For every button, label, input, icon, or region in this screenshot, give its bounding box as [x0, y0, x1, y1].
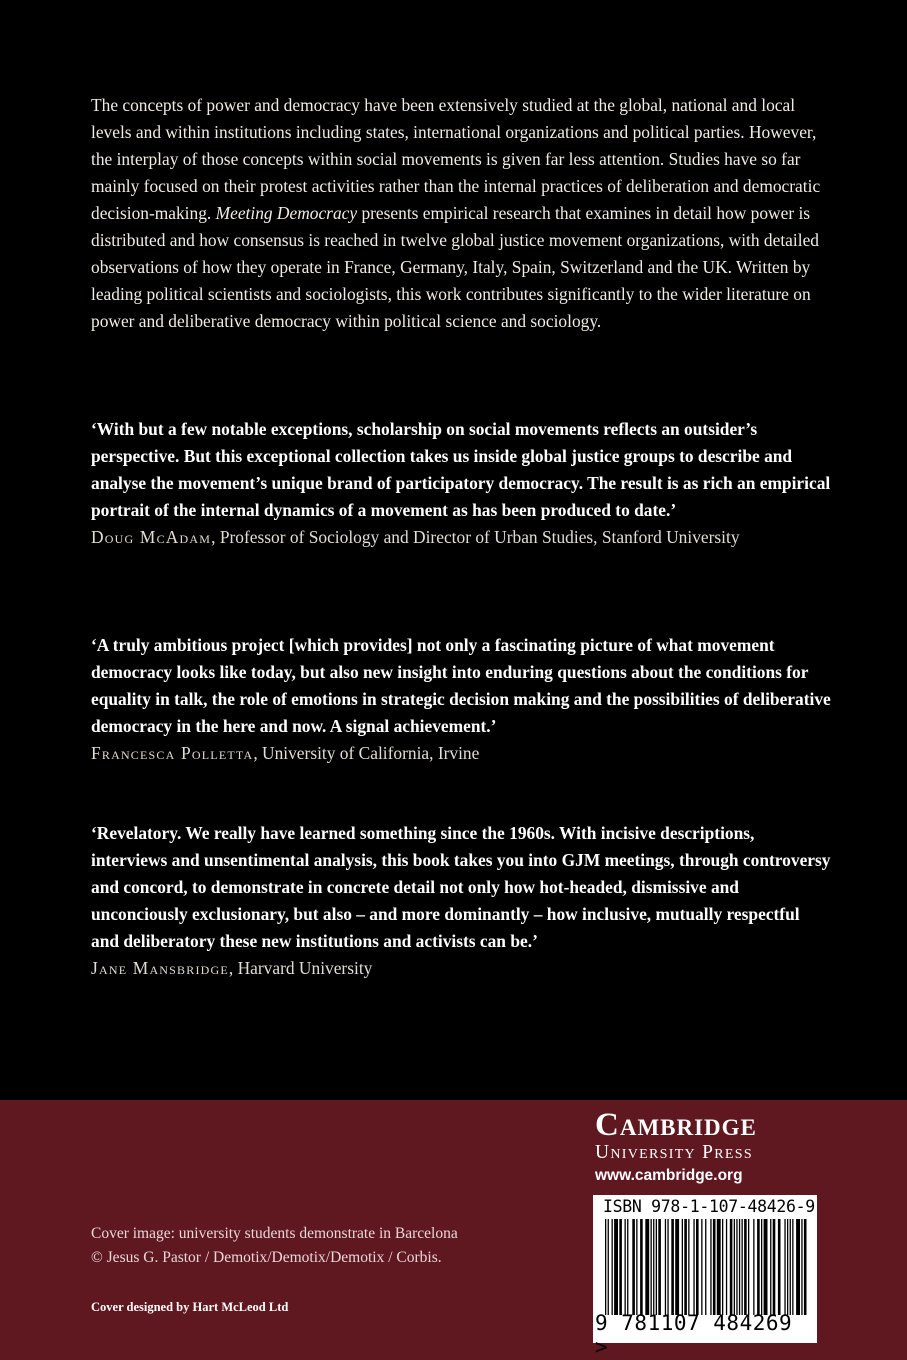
barcode-bar: [726, 1219, 727, 1315]
barcode-bar: [730, 1219, 733, 1315]
barcode-bar: [696, 1219, 699, 1315]
barcode-bar: [701, 1219, 702, 1315]
barcode-bar: [640, 1219, 643, 1315]
endorsement-attribution: [91, 740, 831, 767]
barcode-bar: [636, 1219, 637, 1315]
endorsement-quote: ‘With but a few notable exceptions, scholarship on social movements reflects an outsider’s perspective. But this exceptional collection takes us inside global justice groups to describe and analyse the movement’s unique brand of participatory democracy. The result is as rich an empirical portrait of the internal dynamics of a movement as has been produced to date.’: [91, 419, 831, 520]
publisher-logo: [595, 1108, 825, 1188]
isbn-label: ISBN 978-1-107-48426-9: [603, 1197, 815, 1216]
barcode-bar: [713, 1219, 716, 1315]
barcode-bar: [722, 1219, 723, 1315]
barcode-bar: [770, 1219, 771, 1315]
endorser-name: Doug McAdam: [91, 527, 212, 547]
endorser-name: Francesca Polletta: [91, 743, 254, 763]
endorser-affiliation: , Professor of Sociology and Director of Urban Studies, Stanford University: [211, 527, 740, 547]
barcode-bar: [605, 1219, 606, 1315]
endorser-affiliation: , University of California, Irvine: [253, 743, 480, 763]
barcode-bar: [619, 1219, 622, 1315]
publisher-website: www.cambridge.org: [595, 1167, 743, 1184]
barcode-bar: [804, 1219, 807, 1315]
barcode-digits: 9 781107 484269 >: [595, 1311, 793, 1359]
endorsement-quote: ‘Revelatory. We really have learned something since the 1960s. With incisive descriptions, interviews and unsentimental analysis, this book takes you into GJM meetings, through controversy and concord, to demonstrate in concrete detail not only how hot-headed, dismissive and unconciously exclusionary, but also – and more dominantly – how inclusive, mutually respectful and deliberatory these new institutions and activists can be.’: [91, 823, 831, 951]
barcode-bar: [778, 1219, 781, 1315]
endorser-affiliation: , Harvard University: [228, 958, 373, 978]
barcode-bar: [710, 1219, 711, 1315]
endorsement-2: [91, 632, 831, 767]
barcode-bar: [761, 1219, 762, 1315]
book-blurb: [91, 92, 831, 335]
barcode-bar: [656, 1219, 657, 1315]
barcode-bar: [764, 1219, 768, 1315]
endorser-name: Jane Mansbridge: [91, 958, 229, 978]
barcode-bar: [705, 1219, 706, 1315]
barcode-bar: [625, 1219, 626, 1315]
publisher-name-line2: University Press: [595, 1142, 753, 1163]
isbn-barcode: [593, 1195, 817, 1359]
barcode-bar: [684, 1219, 687, 1315]
barcode-bar: [736, 1219, 737, 1315]
barcode-bar: [675, 1219, 679, 1315]
barcode-bar: [790, 1219, 791, 1315]
barcode-bar: [773, 1219, 776, 1315]
barcode-bar: [787, 1219, 788, 1315]
barcode-bar: [665, 1219, 666, 1315]
endorsement-attribution: [91, 524, 831, 551]
blurb-text-2: presents empirical research that examines in detail how power is distributed and how consensus is reached in twelve global justice movement organizations, with detailed observations of how they operate in France, Germany, Italy, Spain, Switzerland and the UK. Written by leading political scientists and sociologists, this work contributes significantly to the wider literature on power and deliberative democracy within political science and sociology.: [91, 203, 819, 331]
barcode-bar: [671, 1219, 674, 1315]
barcode-bar: [757, 1219, 760, 1315]
book-title-italic: Meeting Democracy: [215, 203, 358, 223]
barcode-bar: [682, 1219, 683, 1315]
endorsement-quote: ‘A truly ambitious project [which provides] not only a fascinating picture of what movement democracy looks like today, but also new insight into enduring questions about the conditions for equality in talk, the role of emotions in strategic decision making and the possibilities of deliberative democracy in the here and now. A signal achievement.’: [91, 635, 831, 736]
barcode-bar: [608, 1219, 609, 1315]
barcode-bar: [658, 1219, 661, 1315]
barcode-bar: [748, 1219, 749, 1315]
barcode-bar: [651, 1219, 652, 1315]
barcode-bars: [603, 1219, 807, 1315]
barcode-bar: [653, 1219, 654, 1315]
cover-designer-credit: Cover designed by Hart McLeod Ltd: [91, 1300, 289, 1314]
endorsement-3: [91, 820, 831, 982]
barcode-bar: [784, 1219, 785, 1315]
barcode-bar: [742, 1219, 743, 1315]
publisher-name-line1: Cambridge: [595, 1107, 757, 1143]
barcode-bar: [688, 1219, 689, 1315]
barcode-bar: [744, 1219, 747, 1315]
barcode-bar: [801, 1219, 802, 1315]
barcode-bar: [796, 1219, 800, 1315]
barcode-bar: [717, 1219, 721, 1315]
barcode-bar: [667, 1219, 668, 1315]
cover-image-credit: [91, 1222, 458, 1270]
endorsement-1: [91, 416, 831, 551]
barcode-bar: [734, 1219, 735, 1315]
barcode-bar: [693, 1219, 694, 1315]
endorsement-attribution: [91, 955, 831, 982]
barcode-bar: [612, 1219, 613, 1315]
cover-image-caption: Cover image: university students demonstrate in Barcelona: [91, 1225, 458, 1242]
barcode-bar: [739, 1219, 740, 1315]
barcode-bar: [627, 1219, 628, 1315]
barcode-bar: [614, 1219, 618, 1315]
barcode-bar: [632, 1219, 635, 1315]
blurb-text-1: The concepts of power and democracy have been extensively studied at the global, national and local levels and within institutions including states, international organizations and political parties. However, the interplay of those concepts within social movements is given far less attention. Studies have so far mainly focused on their protest activities rather than the internal practices of deliberation and democratic decision-making.: [91, 95, 821, 223]
cover-image-copyright: © Jesus G. Pastor / Demotix/Demotix/Demotix / Corbis.: [91, 1249, 442, 1266]
barcode-bar: [792, 1219, 793, 1315]
barcode-bar: [753, 1219, 754, 1315]
barcode-bar: [645, 1219, 649, 1315]
